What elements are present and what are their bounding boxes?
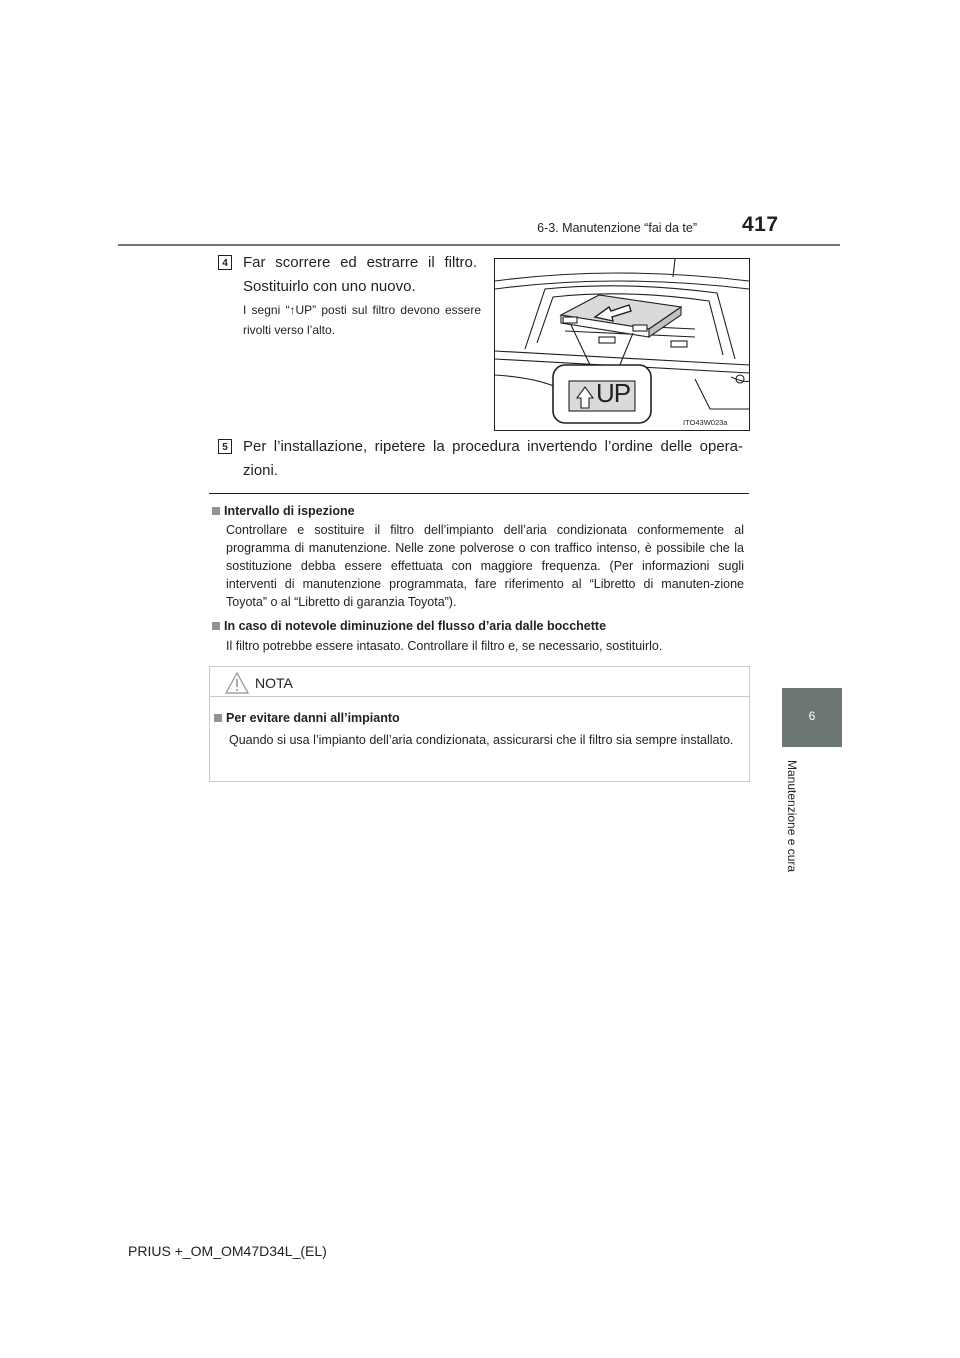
illustration-code: ITO43W023a <box>683 418 728 427</box>
step-4-note: I segni “↑UP” posti sul filtro devono essere rivolti verso l’alto. <box>243 303 481 337</box>
chapter-label-text: Manutenzione e cura <box>785 760 799 873</box>
document-code: PRIUS +_OM_OM47D34L_(EL) <box>128 1243 327 1259</box>
step-5-text: Per l’installazione, ripetere la procedura invertendo l’ordine delle opera-zioni. <box>243 438 743 479</box>
section-2-body: Il filtro potrebbe essere intasato. Controllare il filtro e, se necessario, sostituirlo. <box>226 639 663 653</box>
square-bullet-icon <box>212 507 220 515</box>
chapter-tab-number: 6 <box>808 709 816 723</box>
square-bullet-icon <box>212 622 220 630</box>
section-2-title: In caso di notevole diminuzione del flusso d’aria dalle bocchette <box>224 619 607 633</box>
page-number: 417 <box>742 213 779 236</box>
nota-separator <box>210 696 749 697</box>
section-1-heading <box>212 504 355 518</box>
warning-triangle-icon <box>225 672 249 694</box>
header-rule <box>118 244 840 246</box>
nota-heading <box>214 711 400 725</box>
section-2-heading <box>212 619 606 633</box>
callout-up-label: UP <box>596 378 631 408</box>
section-1-title: Intervallo di ispezione <box>224 504 355 518</box>
nota-title: Per evitare danni all’impianto <box>226 711 400 725</box>
section-1-body: Controllare e sostituire il filtro dell’impianto dell’aria condizionata conformemente al programma di manutenzione. Nelle zone polverose o con traffico intenso, è possibile che la sostituzione debba essere effettuata con maggiore frequenza. (Per informazioni sugli interventi di manutenzione programmata, fare riferimento al “Libretto di manuten-zione Toyota” o al “Libretto di garanzia Toyota”). <box>226 523 744 609</box>
step-4-badge: 4 <box>218 255 232 270</box>
step-5-badge: 5 <box>218 439 232 454</box>
nota-label: NOTA <box>255 675 293 691</box>
step-4-text: Far scorrere ed estrarre il filtro. Sostituirlo con uno nuovo. <box>243 254 477 295</box>
section-title: 6-3. Manutenzione “fai da te” <box>537 221 697 235</box>
section-divider <box>209 493 749 494</box>
chapter-label <box>785 760 805 880</box>
square-bullet-icon <box>214 714 222 722</box>
nota-body: Quando si usa l’impianto dell’aria condizionata, assicurarsi che il filtro sia sempre installato. <box>229 733 734 747</box>
